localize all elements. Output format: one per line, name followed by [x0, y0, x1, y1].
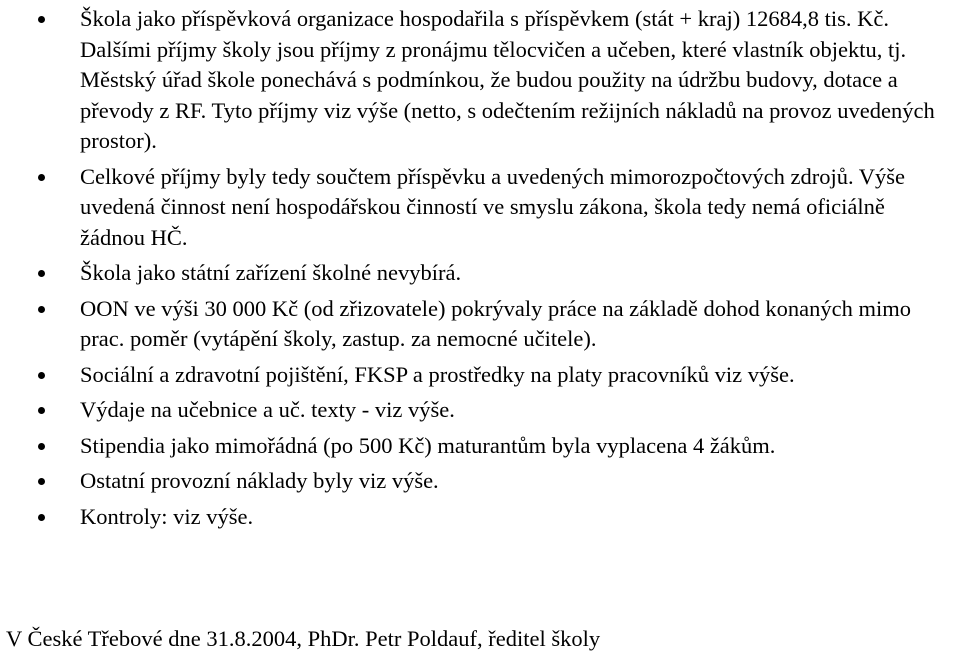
list-item	[0, 162, 960, 254]
signature-line: V České Třebové dne 31.8.2004, PhDr. Petr Poldauf, ředitel školy	[6, 626, 601, 651]
list-item	[0, 360, 960, 391]
bullet-icon	[38, 478, 45, 485]
list-item	[0, 258, 960, 289]
bullet-icon	[38, 306, 45, 313]
list-item-text: Ostatní provozní náklady byly viz výše.	[80, 468, 439, 493]
bullet-icon	[38, 174, 45, 181]
list-item-text: Výdaje na učebnice a uč. texty - viz výše.	[80, 397, 455, 422]
bullet-list	[0, 4, 960, 532]
list-item-text: Kontroly: viz výše.	[80, 503, 254, 529]
bullet-icon	[38, 270, 45, 277]
list-item-text: OON ve výši 30 000 Kč (od zřizovatele) pokrývaly práce na základě dohod konaných mimo prac. poměr (vytápění školy, zastup. za nemocné učitele).	[80, 295, 911, 351]
list-item	[0, 502, 960, 533]
list-item	[0, 466, 960, 497]
list-item-text: Stipendia jako mimořádná (po 500 Kč) maturantům byla vyplacena 4 žákům.	[80, 432, 776, 458]
list-item	[0, 395, 960, 426]
list-item-text: Celkové příjmy byly tedy součtem příspěvku a uvedených mimorozpočtových zdrojů. Výše uvedená činnost není hospodářskou činností ve smyslu zákona, škola tedy nemá oficiálně žádnou HČ.	[80, 163, 906, 250]
bullet-icon	[38, 407, 45, 414]
bullet-icon	[38, 443, 45, 450]
list-item	[0, 4, 960, 157]
bullet-icon	[38, 16, 45, 23]
list-item-text: Sociální a zdravotní pojištění, FKSP a prostředky na platy pracovníků viz výše.	[80, 361, 795, 387]
bullet-icon	[38, 372, 45, 379]
bullet-icon	[38, 514, 45, 521]
list-item	[0, 294, 960, 355]
list-item	[0, 431, 960, 462]
list-item-text: Škola jako příspěvková organizace hospodařila s příspěvkem (stát + kraj) 12684,8 tis. Kč. Dalšími příjmy školy jsou příjmy z pronájmu tělocvičen a učeben, které vlastník objektu, tj. Městský úřad škole ponechává s podmínkou, že budou použity na údržbu budovy, dotace a převody z RF. Tyto příjmy viz výše (netto, s odečtením režijních nákladů na provoz uvedených prostor).	[80, 6, 935, 153]
list-item-text: Škola jako státní zařízení školné nevybírá.	[80, 260, 462, 285]
